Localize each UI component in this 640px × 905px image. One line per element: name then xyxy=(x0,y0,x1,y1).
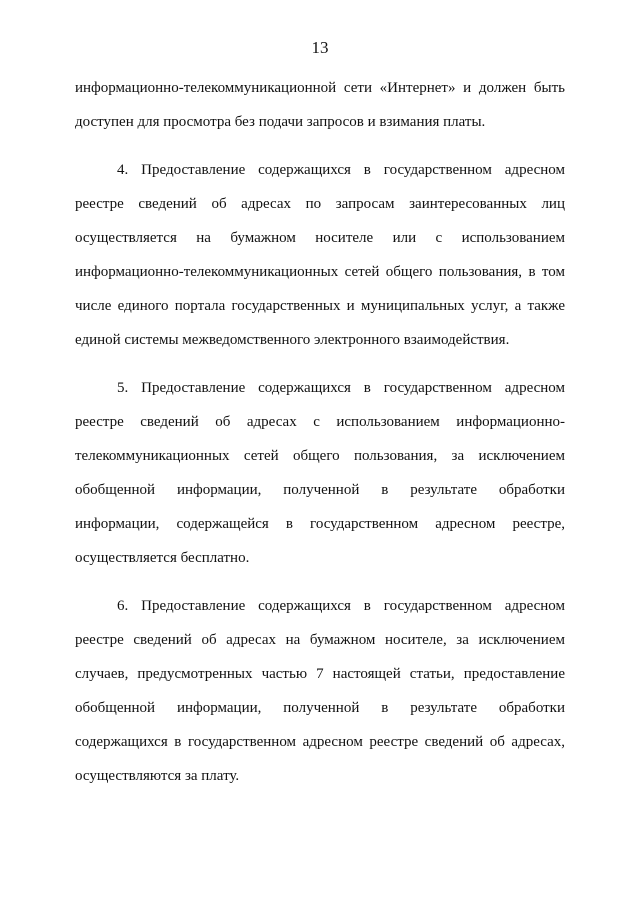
text-line: осуществляется бесплатно. xyxy=(75,550,250,566)
text-line: единой системы межведомственного электронного взаимодействия. xyxy=(75,332,510,348)
paragraph-4 xyxy=(75,156,565,360)
text-line: телекоммуникационных сетей общего пользования, за исключением xyxy=(75,448,565,464)
text-line: реестре сведений об адресах с использованием информационно- xyxy=(75,414,565,430)
text-line: реестре сведений об адресах по запросам заинтересованных лиц xyxy=(75,196,565,212)
text-line: 4. Предоставление содержащихся в государственном адресном xyxy=(117,162,565,178)
text-line: информационно-телекоммуникационной сети «Интернет» и должен быть xyxy=(75,80,565,96)
text-line: числе единого портала государственных и муниципальных услуг, а также xyxy=(75,298,565,314)
text-line: 5. Предоставление содержащихся в государственном адресном xyxy=(117,380,565,396)
text-line: информации, содержащейся в государственном адресном реестре, xyxy=(75,516,565,532)
text-line: 6. Предоставление содержащихся в государственном адресном xyxy=(117,598,565,614)
text-line: случаев, предусмотренных частью 7 настоящей статьи, предоставление xyxy=(75,666,565,682)
text-line: доступен для просмотра без подачи запросов и взимания платы. xyxy=(75,114,486,130)
text-line: информационно-телекоммуникационных сетей общего пользования, в том xyxy=(75,264,565,280)
text-line: реестре сведений об адресах на бумажном носителе, за исключением xyxy=(75,632,565,648)
text-line: осуществляется на бумажном носителе или с использованием xyxy=(75,230,565,246)
paragraph-5 xyxy=(75,374,565,578)
text-line: осуществляются за плату. xyxy=(75,768,240,784)
text-line: обобщенной информации, полученной в результате обработки xyxy=(75,700,565,716)
paragraph-6 xyxy=(75,592,565,796)
document-body xyxy=(75,74,565,796)
text-line: обобщенной информации, полученной в результате обработки xyxy=(75,482,565,498)
text-line: содержащихся в государственном адресном реестре сведений об адресах, xyxy=(75,734,565,750)
page-number: 13 xyxy=(311,38,329,57)
paragraph-continuation xyxy=(75,74,565,142)
